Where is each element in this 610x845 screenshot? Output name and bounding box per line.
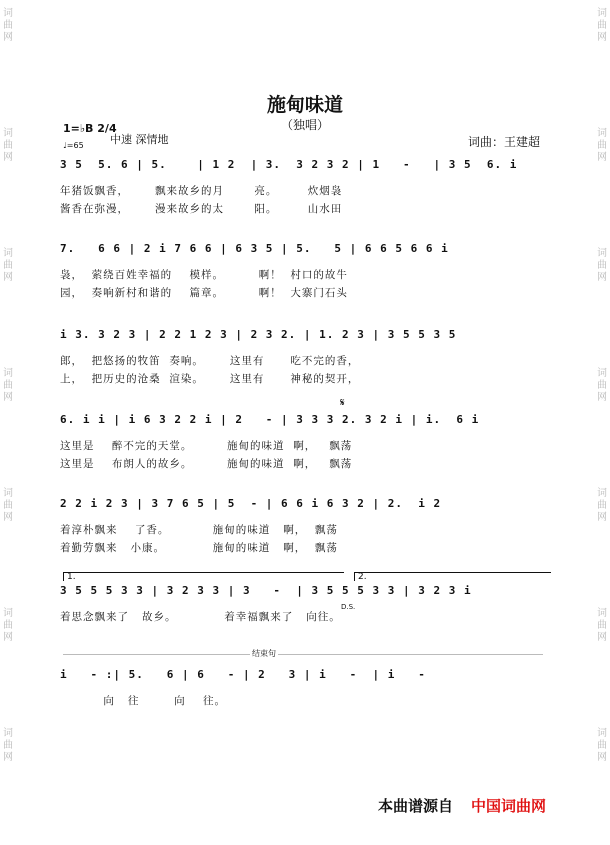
notation-line: i 3. 3 2 3 | 2 2 1 2 3 | 2 3 2. | 1. 2 3 | 3 5 5 3 5 (60, 328, 457, 341)
lyrics-verse-2: 着勤劳飘来 小康。 施甸的味道 啊， 飘荡 (60, 542, 338, 554)
watermark-text: 词曲网 (3, 488, 13, 523)
score-system-3 (60, 328, 560, 408)
lyrics-verse-1: 这里是 醉不完的天堂。 施甸的味道 啊， 飘荡 (60, 440, 353, 452)
watermark-text: 词曲网 (597, 8, 607, 43)
divider-line (63, 654, 543, 655)
score-system-4 (60, 413, 560, 493)
tempo-marking: ♩=65 (63, 141, 84, 150)
watermark-text: 词曲网 (597, 248, 607, 283)
watermark-text: 词曲网 (3, 8, 13, 43)
watermark-text: 词曲网 (3, 608, 13, 643)
notation-line: i - :| 5. 6 | 6 - | 2 3 | i - | i - (60, 668, 426, 681)
watermark-text: 词曲网 (3, 368, 13, 403)
lyrics-verse-2: 酱香在弥漫， 漫来故乡的太 阳。 山水田 (60, 203, 343, 215)
composer-credit: 词曲：王建超 (468, 135, 541, 149)
notation-line: 7. 6 6 | 2 i 7 6 6 | 6 3 5 | 5. 5 | 6 6 5 6 6 i (60, 242, 449, 255)
notation-line: 6. i i | i 6 3 2 2 i | 2 - | 3 3 3 2. 3 2 i | i. 6 i (60, 413, 480, 426)
lyrics-verse-1: 着思念飘来了 故乡。 着幸福飘来了 向往。 (60, 611, 341, 623)
score-system-5 (60, 497, 560, 577)
watermark-text: 词曲网 (3, 728, 13, 763)
segno-mark: 𝄋 (340, 396, 345, 409)
score-system-1 (60, 158, 560, 238)
volta-bracket-1 (63, 572, 344, 581)
score-system-6 (60, 584, 560, 664)
dal-segno-mark: D.S. (341, 603, 356, 611)
volta-bracket-2 (354, 572, 551, 581)
watermark-text: 词曲网 (597, 368, 607, 403)
lyrics-verse-1: 郎， 把悠扬的牧笛 奏响。 这里有 吃不完的香， (60, 355, 360, 367)
watermark-text: 词曲网 (3, 248, 13, 283)
lyrics-verse-1: 着淳朴飘来 了香。 施甸的味道 啊， 飘荡 (60, 524, 338, 536)
source-label: 本曲谱源自 (378, 797, 454, 815)
source-footer (378, 795, 546, 816)
watermark-text: 词曲网 (597, 728, 607, 763)
score-system-2 (60, 242, 560, 322)
notation-line: 3 5 5. 6 | 5. | 1 2 | 3. 3 2 3 2 | 1 - | 3 5 6. i (60, 158, 518, 171)
lyrics-verse-1: 袅， 萦绕百姓幸福的 模样。 啊！ 村口的故牛 (60, 269, 348, 281)
lyrics-verse-1: 年猪饭飘香， 飘来故乡的月 亮。 炊烟袅 (60, 185, 343, 197)
notation-line: 3 5 5 5 3 3 | 3 2 3 3 | 3 - | 3 5 5 5 3 3 | 3 2 3 i (60, 584, 472, 597)
tempo-description: 中速 深情地 (110, 133, 169, 146)
volta-2-label: 2. (358, 572, 367, 582)
song-title: 施甸味道 (266, 94, 343, 116)
key-signature: 1=♭B 2/4 (63, 122, 117, 135)
song-subtitle: （独唱） (280, 118, 329, 132)
lyrics-verse-2: 园， 奏响新村和谐的 篇章。 啊！ 大寨门石头 (60, 287, 348, 299)
lyrics-verse-2: 上， 把历史的沧桑 渲染。 这里有 神秘的契开， (60, 373, 360, 385)
score-system-7 (60, 668, 560, 748)
ending-label: 结束句 (252, 649, 276, 658)
watermark-text: 词曲网 (3, 128, 13, 163)
notation-line: 2 2 i 2 3 | 3 7 6 5 | 5 - | 6 6 i 6 3 2 | 2. i 2 (60, 497, 442, 510)
lyrics-verse-1: 向 往 向 往。 (60, 695, 226, 707)
watermark-text: 词曲网 (597, 128, 607, 163)
watermark-text: 词曲网 (597, 608, 607, 643)
lyrics-verse-2: 这里是 布朗人的故乡。 施甸的味道 啊， 飘荡 (60, 458, 353, 470)
watermark-text: 词曲网 (597, 488, 607, 523)
volta-1-label: 1. (67, 572, 76, 582)
site-link[interactable]: 中国词曲网 (471, 797, 547, 815)
